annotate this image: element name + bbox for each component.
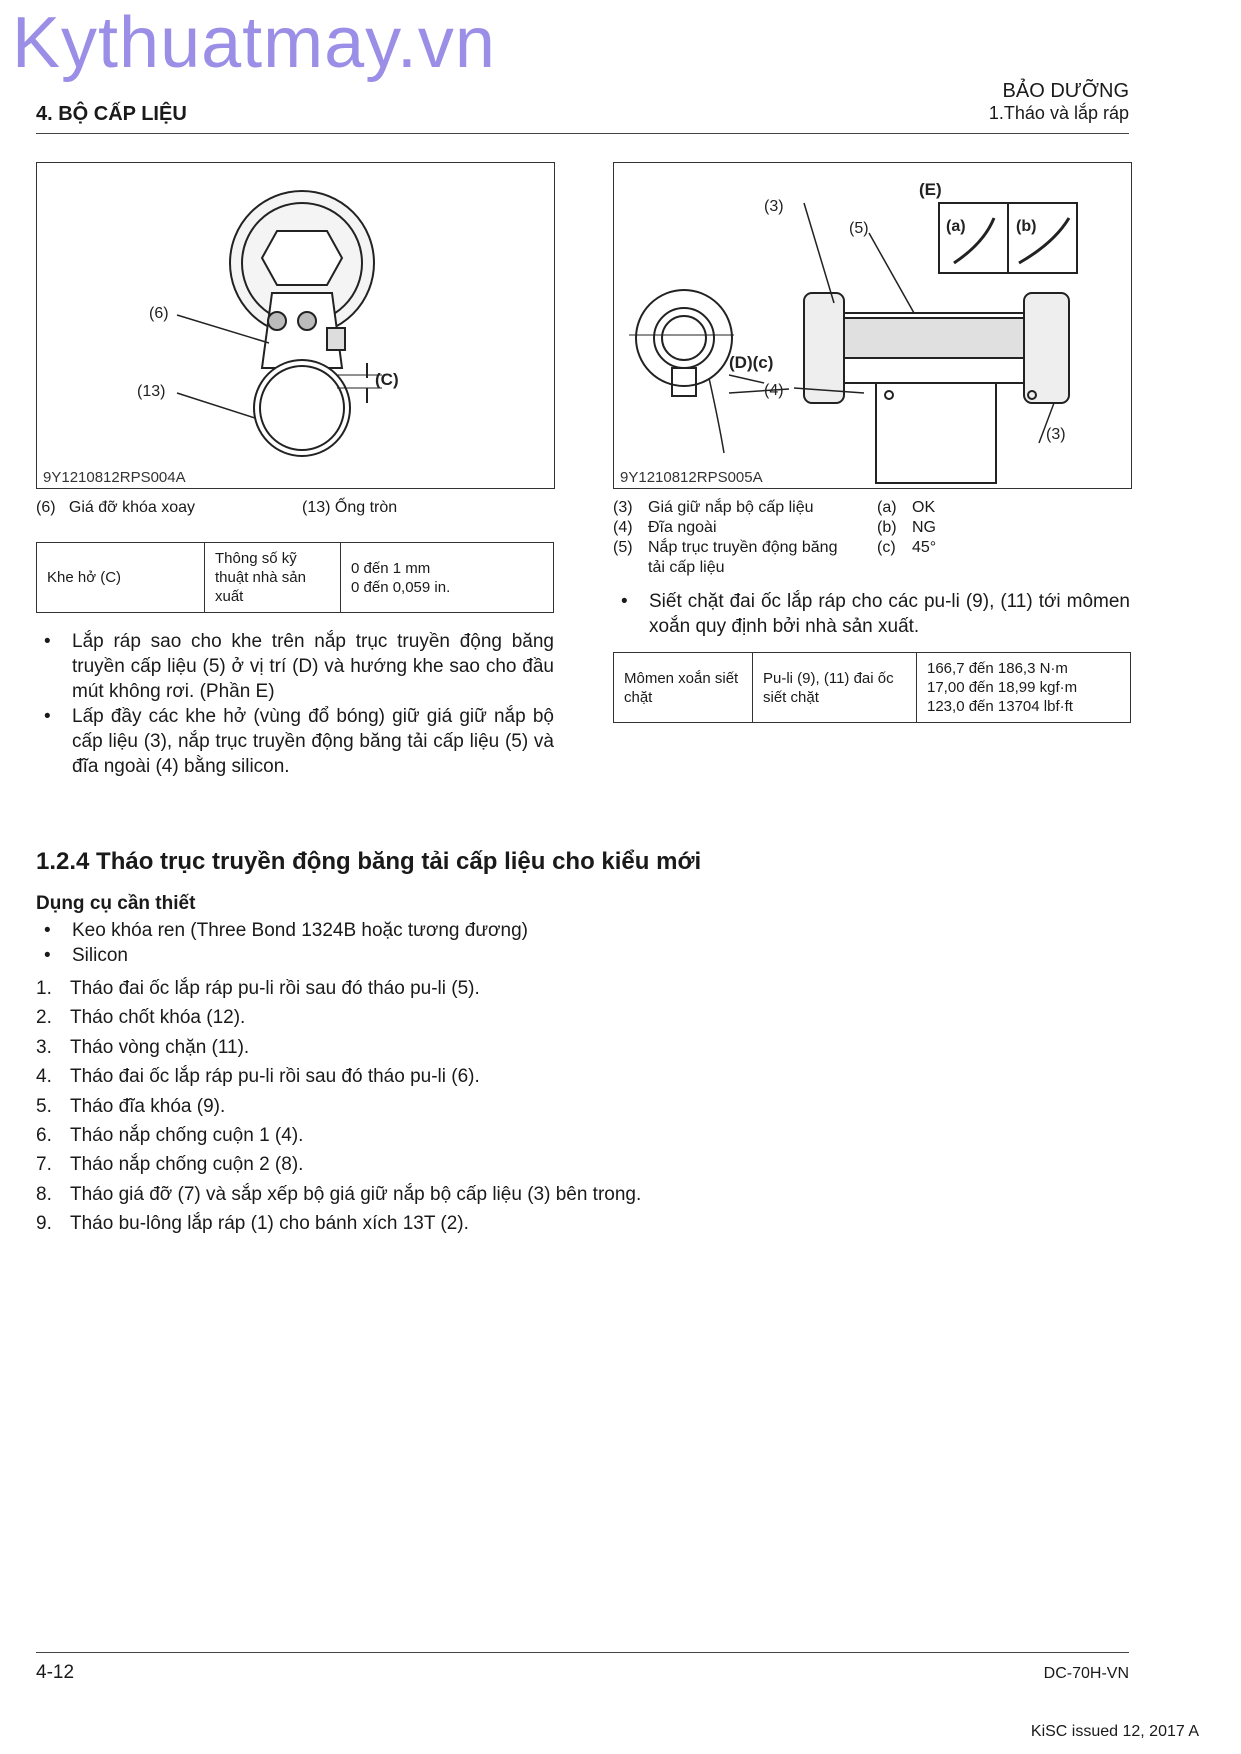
tool-item: • Keo khóa ren (Three Bond 1324B hoặc tương đương) xyxy=(44,920,528,941)
step-num: 8. xyxy=(36,1183,52,1205)
step-text: Tháo nắp chống cuộn 2 (8). xyxy=(70,1154,304,1176)
torque-item: Mômen xoắn siết chặt xyxy=(614,653,753,723)
step-text: Tháo bu-lông lắp ráp (1) cho bánh xích 13T (2). xyxy=(70,1213,469,1235)
bullets-left xyxy=(36,629,554,779)
chapter-title: 4. BỘ CẤP LIỆU xyxy=(36,103,187,125)
caption-text: Nắp trục truyền động băng tải cấp liệu xyxy=(648,539,838,576)
footer-rule xyxy=(36,1652,1129,1653)
torque-value-lbfft: 123,0 đến 13704 lbf·ft xyxy=(927,698,1073,715)
step-num: 5. xyxy=(36,1095,52,1117)
step-text: Tháo nắp chống cuộn 1 (4). xyxy=(70,1124,304,1146)
bullet-text: Lấp đầy các khe hở (vùng đổ bóng) giữ giá giữ nắp bộ cấp liệu (3), nắp trục truyền động băng tải cấp liệu (5) và đĩa ngoài (4) bằng silicon. xyxy=(72,706,554,777)
caption-row xyxy=(613,518,863,538)
torque-value-kgfm: 17,00 đến 18,99 kgf·m xyxy=(927,679,1078,696)
caption-text: NG xyxy=(912,519,936,536)
bullet-text: Lắp ráp sao cho khe trên nắp trục truyền động băng truyền cấp liệu (5) ở vị trí (D) và hướng khe sao cho đầu mút không rơi. (Phần E) xyxy=(72,631,554,702)
torque-value-nm: 166,7 đến 186,3 N·m xyxy=(927,660,1068,677)
fig-right-captions xyxy=(613,498,863,578)
caption-num: (4) xyxy=(613,519,633,536)
step-num: 1. xyxy=(36,978,52,999)
caption-text: OK xyxy=(912,499,936,516)
fig-left-label-13: (13) xyxy=(137,383,166,400)
fig-left-label-6: (6) xyxy=(149,305,169,322)
figure-right-code: 9Y1210812RPS005A xyxy=(620,469,763,486)
step-text: Tháo đĩa khóa (9). xyxy=(70,1095,226,1117)
step-num: 3. xyxy=(36,1036,52,1058)
tool-text: Keo khóa ren (Three Bond 1324B hoặc tương đương) xyxy=(72,920,528,941)
figure-right-drawing xyxy=(614,163,1131,488)
fig-right-captions-b xyxy=(877,498,997,558)
document-code: DC-70H-VN xyxy=(1043,1665,1129,1682)
step-num: 7. xyxy=(36,1154,52,1176)
caption-row xyxy=(613,498,863,518)
step-item xyxy=(36,1064,641,1093)
caption-text: 45° xyxy=(912,539,937,556)
bullet-text: Siết chặt đai ốc lắp ráp cho các pu-li (9), (11) tới mômen xoắn quy định bởi nhà sản xuất. xyxy=(649,591,1130,637)
caption-num: (c) xyxy=(877,539,896,556)
fig-left-caption-13 xyxy=(302,498,397,518)
step-text: Tháo đai ốc lắp ráp pu-li rồi sau đó tháo pu-li (6). xyxy=(70,1066,480,1088)
tool-item: • Silicon xyxy=(44,945,128,966)
caption-num: (6) xyxy=(36,499,56,516)
caption-row xyxy=(877,518,997,538)
bullets-right xyxy=(613,589,1130,639)
tools-list xyxy=(36,918,736,968)
spec-value-metric: 0 đến 1 mm xyxy=(351,559,431,577)
step-text: Tháo giá đỡ (7) và sắp xếp bộ giá giữ nắp bộ cấp liệu (3) bên trong. xyxy=(70,1183,642,1205)
figure-left-drawing xyxy=(37,163,554,488)
step-item xyxy=(36,1182,641,1211)
caption-row xyxy=(877,538,997,558)
figure-left-code: 9Y1210812RPS004A xyxy=(43,469,186,486)
fig-right-label-a: (a) xyxy=(946,218,966,235)
caption-row xyxy=(877,498,997,518)
step-item xyxy=(36,976,641,1005)
step-num: 2. xyxy=(36,1007,52,1029)
caption-row xyxy=(613,538,863,578)
issued-note: KiSC issued 12, 2017 A xyxy=(1030,1723,1199,1740)
torque-spec-table xyxy=(613,652,1131,723)
caption-num: (3) xyxy=(613,499,633,516)
spec-value-imperial: 0 đến 0,059 in. xyxy=(351,578,451,596)
fig-right-label-3: (3) xyxy=(764,198,784,215)
fig-right-label-Dc: (D)(c) xyxy=(729,353,774,372)
fig-right-label-5: (5) xyxy=(849,220,869,237)
spec-label: Thông số kỹ thuật nhà sản xuất xyxy=(205,543,341,613)
step-text: Tháo đai ốc lắp ráp pu-li rồi sau đó tháo pu-li (5). xyxy=(70,978,480,999)
fig-right-label-4: (4) xyxy=(764,382,784,399)
caption-text: Đĩa ngoài xyxy=(648,519,717,536)
caption-text: Ống tròn xyxy=(334,499,398,516)
step-text: Tháo vòng chặn (11). xyxy=(70,1036,250,1058)
figure-left xyxy=(36,162,555,489)
tools-title: Dụng cụ cần thiết xyxy=(36,893,196,914)
step-item xyxy=(36,1152,641,1181)
caption-num: (a) xyxy=(877,499,897,516)
caption-num: (13) xyxy=(302,499,331,516)
fig-left-caption-6 xyxy=(36,498,195,518)
clearance-spec-table xyxy=(36,542,554,613)
caption-num: (b) xyxy=(877,519,897,536)
step-item xyxy=(36,1211,641,1240)
torque-part: Pu-li (9), (11) đai ốc siết chặt xyxy=(753,653,917,723)
step-item xyxy=(36,1123,641,1152)
step-item xyxy=(36,1094,641,1123)
tool-text: Silicon xyxy=(72,945,128,966)
step-num: 6. xyxy=(36,1124,52,1146)
bullet-item: • Lắp ráp sao cho khe trên nắp trục truyền động băng truyền cấp liệu (5) ở vị trí (D) và hướng khe sao cho đầu mút không rơi. (Phần E) xyxy=(44,631,554,702)
section-title: 1.2.4 Tháo trục truyền động băng tải cấp liệu cho kiểu mới xyxy=(36,848,702,875)
spec-item: Khe hở (C) xyxy=(37,543,205,613)
caption-num: (5) xyxy=(613,539,633,556)
caption-text: Giá giữ nắp bộ cấp liệu xyxy=(648,499,814,516)
step-num: 4. xyxy=(36,1066,52,1088)
watermark: Kythuatmay.vn xyxy=(12,3,496,83)
figure-right xyxy=(613,162,1132,489)
spec-values xyxy=(341,543,554,613)
steps-list xyxy=(36,976,641,1241)
torque-values xyxy=(917,653,1131,723)
subsection-header: 1.Tháo và lắp ráp xyxy=(988,103,1129,123)
step-item xyxy=(36,1035,641,1064)
step-item xyxy=(36,1005,641,1034)
step-text: Tháo chốt khóa (12). xyxy=(70,1007,246,1029)
page-number: 4-12 xyxy=(36,1662,75,1683)
fig-right-label-b: (b) xyxy=(1016,218,1037,235)
header-rule xyxy=(36,133,1129,134)
section-header: BẢO DƯỠNG xyxy=(1002,80,1129,102)
caption-text: Giá đỡ khóa xoay xyxy=(68,499,196,516)
fig-right-label-3b: (3) xyxy=(1046,426,1066,443)
fig-left-label-C: (C) xyxy=(375,370,399,389)
bullet-item: • Siết chặt đai ốc lắp ráp cho các pu-li (9), (11) tới mômen xoắn quy định bởi nhà sản xuất. xyxy=(621,591,1130,637)
step-num: 9. xyxy=(36,1213,52,1235)
fig-right-label-E: (E) xyxy=(919,180,942,199)
bullet-item: • Lấp đầy các khe hở (vùng đổ bóng) giữ giá giữ nắp bộ cấp liệu (3), nắp trục truyền động băng tải cấp liệu (5) và đĩa ngoài (4) bằng silicon. xyxy=(44,706,554,777)
